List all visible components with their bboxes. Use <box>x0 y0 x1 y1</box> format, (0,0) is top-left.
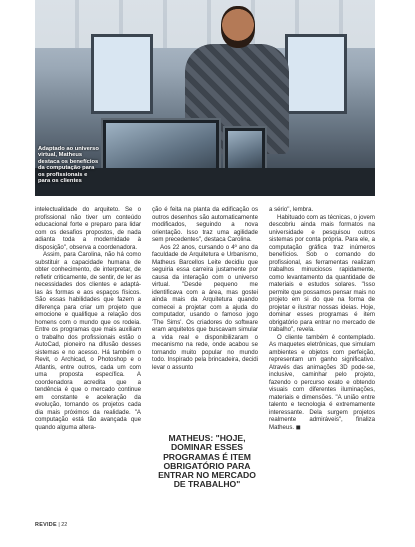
window <box>91 34 153 114</box>
page-number: 22 <box>61 522 68 528</box>
footer-separator: | <box>58 522 60 528</box>
paragraph: a sério", lembra. <box>269 206 314 213</box>
paragraph: ção é feita na planta da edificação os outros desenhos são automaticamente modificados, seguindo a nova orientação. Isso traz uma agilidade sem precedentes", destaca Carolina. <box>152 206 258 243</box>
pull-quote: MATHEUS: "HOJE, DOMINAR ESSES PROGRAMAS É ITEM OBRIGATÓRIO PARA ENTRAR NO MERCADO DE TRABALHO" <box>158 433 256 490</box>
paragraph: intelectualidade do arquiteto. Se o profissional não tiver um conteúdo educacional forte e preparo para lidar com os desafios propostos, de nada adianta toda a modernidade à disposição", observa a coordenadora. <box>35 206 141 251</box>
window <box>285 34 347 114</box>
photo-caption: Adaptado ao universo virtual, Matheus destaca os benefícios da computação para os profissionais e para os clientes <box>38 146 99 185</box>
person-head <box>221 6 255 48</box>
paragraph: O cliente também é contemplado. As maquetes eletrônicas, que simulam ambientes e objetos com perfeição, representam um ganho significativo. Através das animações 3D pode-se, inclusive, caminhar pelo projeto, fazendo o percurso exato e obtendo visuais com diferentes iluminações, materiais e dimensões. "A união entre talento e tecnologia é extremamente interessante. Dela surgem projetos realmente admiráveis", finaliza Matheus. ◼ <box>269 333 375 431</box>
text-column-1 <box>35 206 141 431</box>
text-column-2 <box>152 206 258 371</box>
page-footer <box>35 522 67 528</box>
paragraph: Assim, para Carolina, não há como substituir a capacidade humana de obter conhecimento, de interpretar, de refletir criticamente, de sentir, de ler as necessidades dos clientes e adaptá-las às formas e aos espaços físicos. São essas habilidades que fazem a diferença para criar um projeto que emocione e qualifique a relação dos homens com o mundo que os rodeia. Entre os programas que mais auxiliam o trabalho dos profissionais estão o AutoCad, pioneiro na difusão desses sistemas e no acesso. Há também o Revit, o Archicad, o Photoshop e o Atlantis, entre outros, cada um com uma proposta específica. A coordenadora acredita que a tendência é que o mercado continue em constante e aceleração da evolução, tornando os projetos cada dia mais próximos da realidade. "A computação está tão avançada que quando alguma altera- <box>35 251 141 431</box>
magazine-name: REVIDE <box>35 522 57 528</box>
paragraph: Habituado com as técnicas, o jovem descobriu ainda mais formatos na universidade e pesquisou outros sistemas por conta própria. Para ele, a computação gráfica traz inúmeros benefícios. Sob o comando do profissional, as ferramentas realizam trabalhos minuciosos rapidamente, como levantamento da quantidade de materiais e estudos solares. "Isso permite que possamos pensar mais no projeto em si do que na forma de projetar e ilustrar nossas ideias. Hoje, dominar esses programas é item obrigatório para entrar no mercado de trabalho", revela. <box>269 213 375 333</box>
paragraph: Aos 22 anos, cursando o 4º ano da faculdade de Arquitetura e Urbanismo, Matheus Barcellos Leite decidiu que seguiria essa carreira justamente por causa da interação com o universo virtual. "Desde pequeno me identificava com a área, mas gostei ainda mais da Arquitetura quando comecei a projetar com a ajuda do computador, usando o famoso jogo 'The Sims'. Os criadores do software eram arquitetos que buscavam simular a vida real e disponibilizaram o mecanismo na rede, onde acabou se tornando muito popular no mundo todo. Inspirado pela brincadeira, decidi levar o assunto <box>152 243 258 371</box>
text-column-3 <box>269 206 375 431</box>
